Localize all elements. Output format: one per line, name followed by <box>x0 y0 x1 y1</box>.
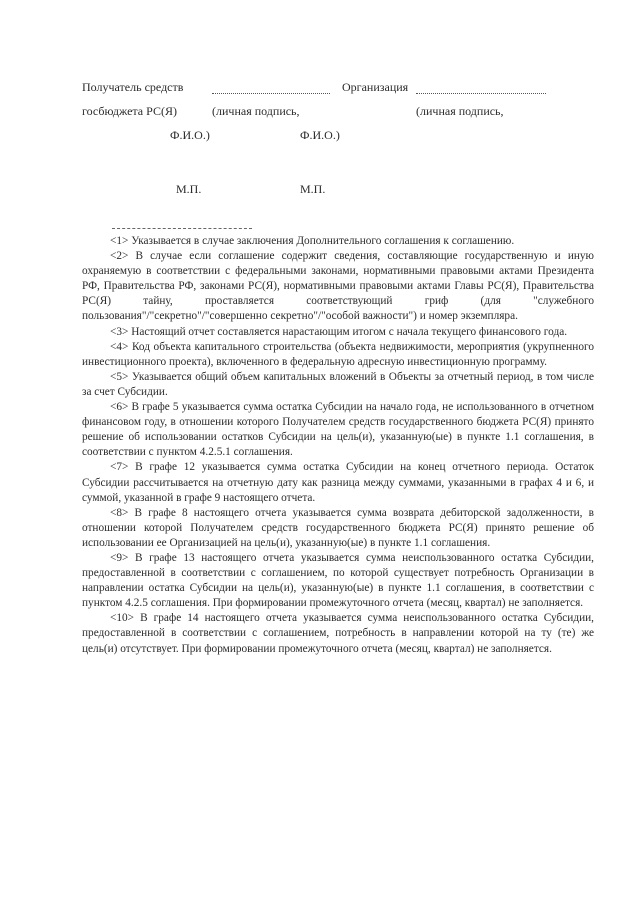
fio-caption-1: Ф.И.О.) <box>170 128 210 142</box>
footnote-7: <7> В графе 12 указывается сумма остатка Субсидии на конец отчетного периода. Остаток Субсидии рассчитывается на отчетную дату как разница между суммами, указанными в графах 4 и 6, и суммой, указанной в графе 9 настоящего отчета. <box>82 461 594 504</box>
seal-placeholder-2: М.П. <box>300 182 326 196</box>
signature-caption-2: (личная подпись, <box>416 104 504 118</box>
footnote-2: <2> В случае если соглашение содержит сведения, составляющие государственную и иную охраняемую в соответствии с федеральными законами, нормативными правовыми актами Президента РФ, Правительства РФ, законами РС(Я), нормативными правовыми актами Главы РС(Я), Правительства РС(Я) тайну, проставляется соответствующий гриф (для "служебного пользования"/"секретно"/"совершенно секретно"/"особой важности") и номер экземпляра. <box>82 250 594 323</box>
fio-caption-2: Ф.И.О.) <box>300 128 340 142</box>
footnote-10: <10> В графе 14 настоящего отчета указывается сумма неиспользованного остатка Субсидии, предоставленной в соответствии с соглашением, потребность в направлении которой на ту (те) же цель(и) отсутствует. При формировании промежуточного отчета (месяц, квартал) не заполняется. <box>82 612 594 655</box>
recipient-label-line1: Получатель средств <box>82 80 184 94</box>
footnote-8: <8> В графе 8 настоящего отчета указывается сумма возврата дебиторской задолженности, в отношении которой Получателем средств государственного бюджета РС(Я) принято решение об использовании ее Организацией на цель(и), указанную(ые) в пункте 1.1 соглашения. <box>82 506 594 549</box>
footnote-separator <box>112 228 252 229</box>
footnote-1: <1> Указывается в случае заключения Дополнительного соглашения к соглашению. <box>110 235 515 247</box>
footnotes <box>82 234 594 657</box>
organization-label: Организация <box>342 80 409 94</box>
signature-caption-1: (личная подпись, <box>212 104 300 118</box>
footnote-3: <3> Настоящий отчет составляется нарастающим итогом с начала текущего финансового года. <box>110 325 568 338</box>
footnote-6: <6> В графе 5 указывается сумма остатка Субсидии на начало года, не использованного в отчетном финансовом году, в отношении которого Получателем средств государственного бюджета РС(Я) принято решение об использовании остатков Субсидии на цель(и), указанную(ые) в пункте 1.1 соглашения, в соответствии с пунктом 4.2.5.1 соглашения. <box>82 401 594 459</box>
organization-signature-line <box>416 93 546 94</box>
footnote-5: <5> Указывается общий объем капитальных вложений в Объекты за отчетный период, в том числе за счет Субсидии. <box>82 370 594 398</box>
footnote-9: <9> В графе 13 настоящего отчета указывается сумма неиспользованного остатка Субсидии, предоставленной в соответствии с соглашением, по которой существует потребность Организации в направлении остатка Субсидии на цель(и), указанную(ые) в пункте 1.1 соглашения, в соответствии с пунктом 4.2.5 соглашения. При формировании промежуточного отчета (месяц, квартал) не заполняется. <box>82 551 594 610</box>
recipient-signature-line <box>212 93 330 94</box>
footnote-4: <4> Код объекта капитального строительства (объекта недвижимости, мероприятия (укрупненного инвестиционного проекта), включенного в федеральную адресную инвестиционную программу. <box>82 340 594 368</box>
seal-placeholder-1: М.П. <box>176 182 202 196</box>
recipient-label-line2: госбюджета РС(Я) <box>82 104 177 118</box>
